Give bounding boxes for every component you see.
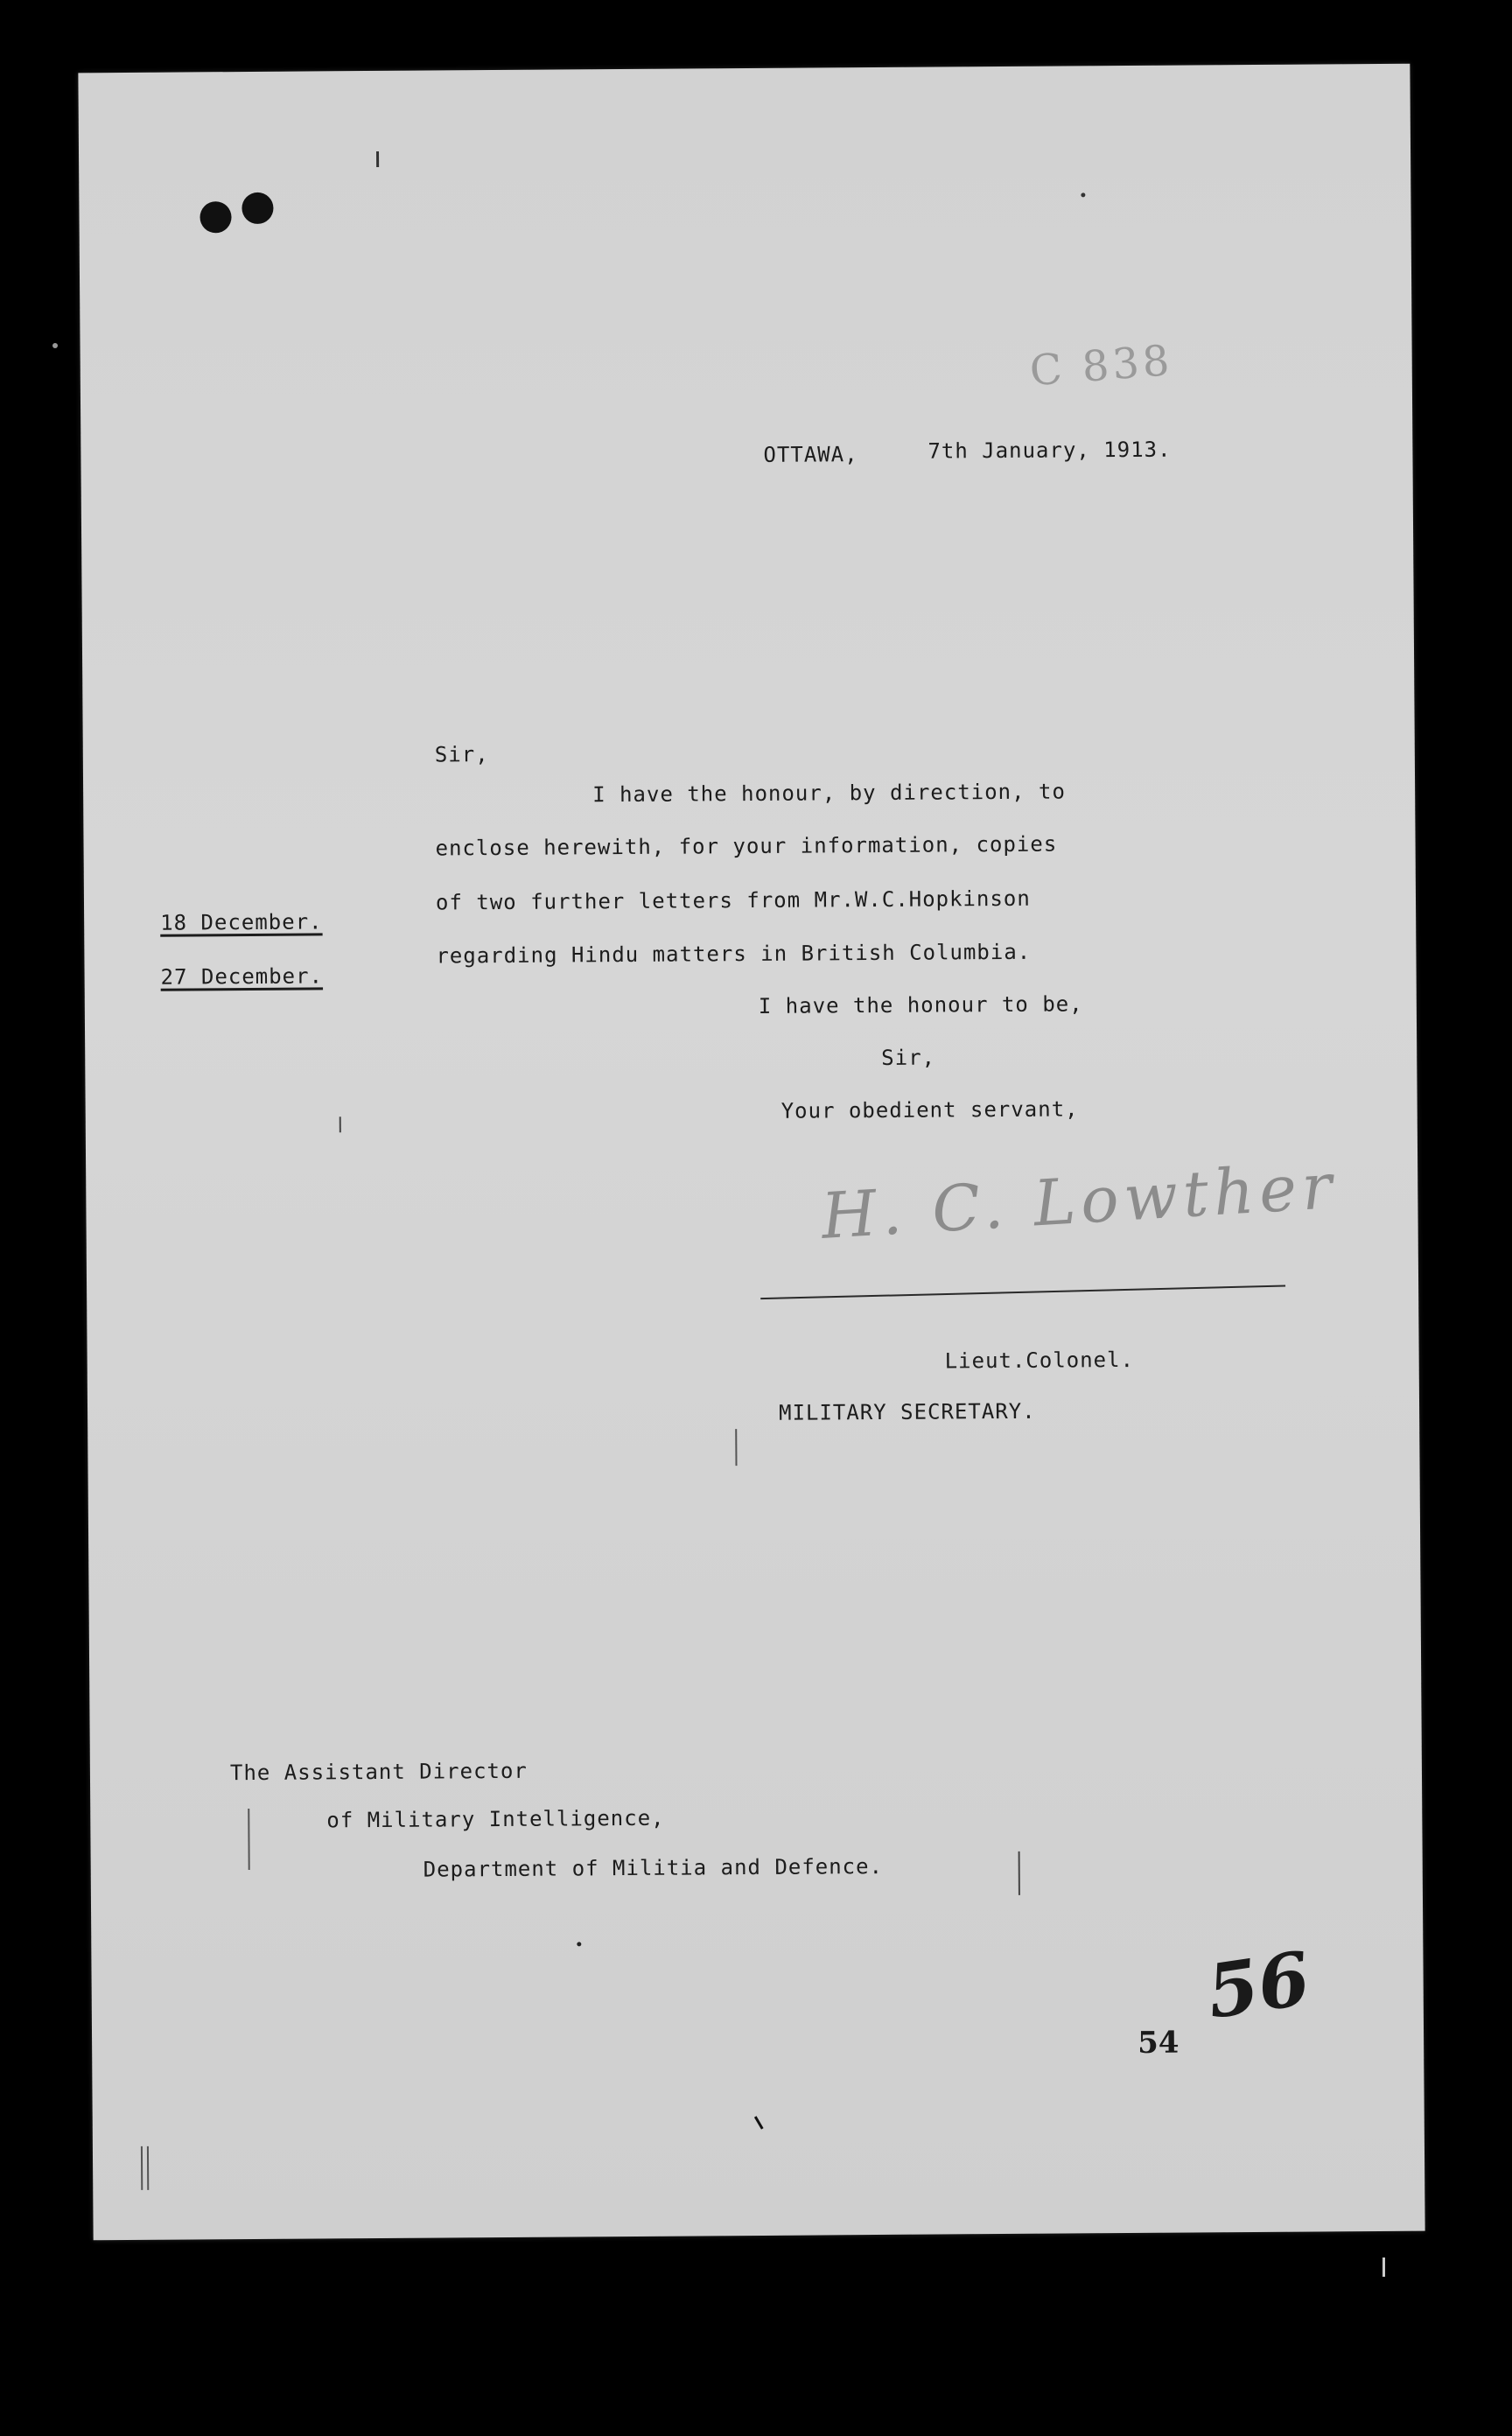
dateline-place: OTTAWA, bbox=[763, 442, 858, 467]
address-line: Department of Militia and Defence. bbox=[423, 1853, 884, 1882]
body-line: enclose herewith, for your information, copies bbox=[435, 831, 1058, 861]
body-line: regarding Hindu matters in British Columbia. bbox=[436, 939, 1032, 969]
punch-hole bbox=[200, 201, 231, 233]
closing-line: I have the honour to be, bbox=[758, 991, 1083, 1018]
speck bbox=[754, 2116, 764, 2129]
body-line: I have the honour, by direction, to bbox=[592, 779, 1066, 808]
margin-note: 27 December. bbox=[160, 963, 324, 990]
letter-sheet bbox=[78, 64, 1424, 2241]
signer-office: MILITARY SECRETARY. bbox=[778, 1398, 1036, 1425]
handwritten-folio: 56 bbox=[1201, 1934, 1316, 2035]
speck bbox=[340, 1116, 341, 1132]
margin-note: 18 December. bbox=[160, 909, 323, 935]
page-number: 54 bbox=[1137, 2025, 1180, 2061]
address-line: of Military Intelligence, bbox=[326, 1805, 665, 1833]
signature: H. C. Lowther bbox=[819, 1148, 1340, 1253]
speck bbox=[1081, 192, 1085, 197]
archive-reference: C 838 bbox=[1027, 335, 1175, 396]
speck bbox=[376, 151, 379, 167]
signer-title: Lieut.Colonel. bbox=[944, 1347, 1135, 1374]
dateline-date: 7th January, 1913. bbox=[928, 437, 1172, 464]
closing-line: Sir, bbox=[881, 1045, 936, 1070]
speck bbox=[147, 2146, 149, 2190]
background-speck bbox=[52, 343, 58, 348]
speck bbox=[735, 1429, 737, 1466]
closing-line: Your obedient servant, bbox=[780, 1096, 1079, 1124]
address-line: The Assistant Director bbox=[229, 1758, 528, 1786]
signature-line bbox=[760, 1285, 1285, 1300]
body-line: of two further letters from Mr.W.C.Hopkinson bbox=[435, 886, 1031, 915]
speck bbox=[1018, 1852, 1020, 1895]
background-speck bbox=[1382, 2258, 1385, 2277]
speck bbox=[248, 1809, 249, 1870]
speck bbox=[577, 1942, 581, 1946]
punch-hole bbox=[242, 192, 273, 224]
speck bbox=[141, 2146, 143, 2190]
salutation: Sir, bbox=[434, 742, 489, 767]
